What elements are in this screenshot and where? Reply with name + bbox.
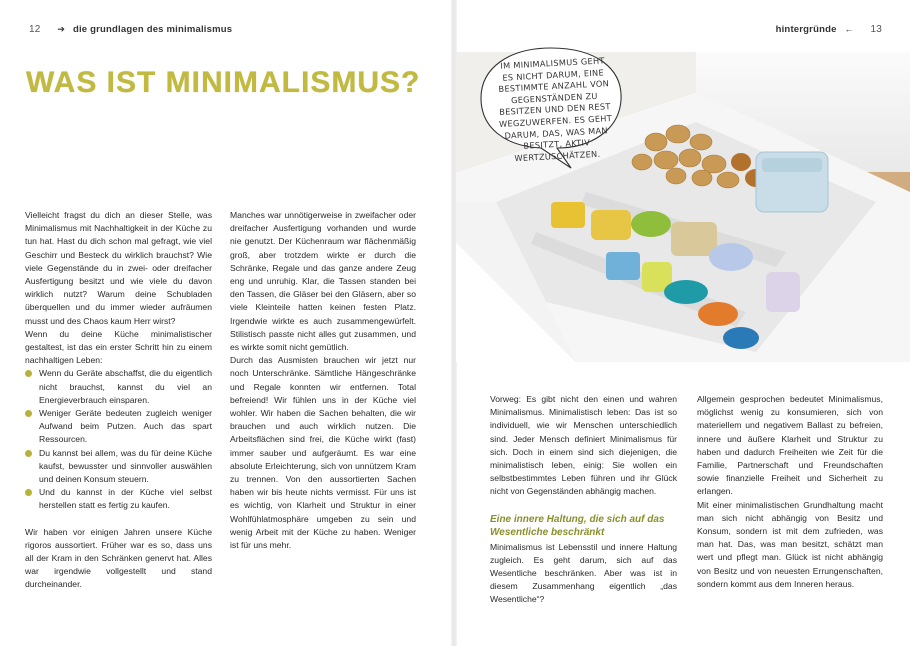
- dot-icon: [25, 410, 32, 417]
- bullet-list: [25, 367, 212, 512]
- text-column-4: [697, 393, 883, 591]
- arrow-left-icon: ←: [844, 24, 854, 34]
- paragraph: Mit einer minimalistischen Grundhaltung macht man sich nicht abhängig von Besitz und Konsum, sondern ist mit dem zufrieden, was man hat. Das, was man besitzt, schätzt man wert und pflegt man. Glück ist nicht abhängig von Besitz und von neuesten Errungenschaften, sondern kommt aus dem Inneren heraus.: [697, 499, 883, 589]
- text-column-3: [490, 393, 677, 607]
- paragraph: Minimalismus ist Lebensstil und innere Haltung zugleich. Es geht darum, sich auf das Wesentliche beschränken. Aber was ist in diesem Zusammenhang eigentlich „das Wesentliche“?: [490, 541, 677, 605]
- paragraph: Vielleicht fragst du dich an dieser Stelle, was Minimalismus mit Nachhaltigkeit in der Küche zu tun hat. Hast du dich schon mal gefragt, wie viel Geschirr und Besteck du wirklich brauchst? Wie viele Gegenstände du in zwei- oder dreifacher Ausfertigung besitzt und wie viele du davon wirklich nutzt? Warum deine Schubladen überquellen und du immer wieder aufräumen musst und des Chaos kaum Herr wirst?: [25, 210, 212, 326]
- dot-icon: [25, 370, 32, 377]
- paragraph: Wir haben vor einigen Jahren unsere Küche rigoros aussortiert. Früher war es so, dass uns all der Kram in den Schränken genervt hat. Alles war irgendwie vollgestellt und stand durcheinander.: [25, 526, 212, 590]
- list-item: Weniger Geräte bedeuten zugleich weniger Aufwand beim Putzen. Auch das spart Ressourcen.: [25, 407, 212, 447]
- header-title-left: die grundlagen des minimalismus: [72, 24, 233, 35]
- speech-bubble-text: IM MINIMALISMUS GEHT ES NICHT DARUM, EINE BESTIMMTE ANZAHL VON GEGENSTÄNDEN ZU BESITZEN UND DEN REST WEGZUWERFEN. ES GEHT DARUM, DAS, WAS MAN BESITZT, AKTIV WERTZUSCHÄTZEN.: [498, 55, 613, 163]
- list-item: Du kannst bei allem, was du für deine Küche kaufst, bewusster und sinnvoller auswählen und deinen Konsum steuern.: [25, 447, 212, 487]
- list-item: Wenn du Geräte abschaffst, die du eigentlich nicht brauchst, kannst du viel an Energieverbrauch einsparen.: [25, 367, 212, 407]
- paragraph: Vorweg: Es gibt nicht den einen und wahren Minimalismus. Minimalistisch leben: Das ist so individuell, wie wir Menschen unterschiedlich sind. Jeder Mensch definiert Minimalismus für sich. Doch in einem sind sich diejenigen, die minimalistisch leben, einig: Sie wollen ein selbstbestimmtes Leben führen und ihr Glück nicht von Gegenständen abhängig machen.: [490, 394, 677, 497]
- left-page-header: [29, 24, 232, 35]
- paragraph: Allgemein gesprochen bedeutet Minimalismus, möglichst wenig zu konsumieren, sich von materiellem und negativem Ballast zu befreien, innere und äußere Klarheit und Struktur zu haben und dadurch Freiheiten wie Zeit für die Familie, Partnerschaft und Freundschaften sowie finanzielle Freiheit und Sicherheit zu erlangen.: [697, 394, 883, 497]
- arrow-right-icon: ➔: [57, 24, 66, 34]
- paragraph: Wenn du deine Küche minimalistischer gestaltest, ist das ein erster Schritt hin zu einem nachhaltigen Leben:: [25, 328, 212, 366]
- dot-icon: [25, 450, 32, 457]
- page-number-left: 12: [29, 24, 41, 35]
- text-column-2: [230, 209, 416, 552]
- list-item: Und du kannst in der Küche viel selbst herstellen statt es fertig zu kaufen.: [25, 486, 212, 512]
- text-column-1: [25, 209, 212, 592]
- header-title-right: hintergründe: [775, 24, 837, 35]
- dot-icon: [25, 489, 32, 496]
- section-subheading: Eine innere Haltung, die sich auf das Wesentliche beschränkt: [490, 513, 665, 538]
- paragraph: Durch das Ausmisten brauchen wir jetzt nur noch Unterschränke. Sämtliche Hängeschränke und Regale konnten wir entfernen. Total befreiend! Wir fühlen uns in der Küche viel wohler. Wir haben die Sachen behalten, die wir brauchen und auch wirklich nutzen. Die Arbeitsflächen sind frei, die Küche wirkt (fast) immer sauber und aufgeräumt. Es war eine absolute Erleichterung, sich von unnützem Kram zu trennen. Von den aussortierten Sachen haben wir bis heute nichts vermisst. Für uns ist es wichtig, von Klarheit und Struktur in einer Wohlfühlatmosphäre umgeben zu sein und wenig Arbeit mit der Küche zu haben. Weniger ist für uns mehr.: [230, 355, 416, 551]
- page-title: WAS IST MINIMALISMUS?: [26, 66, 421, 99]
- right-page-header: [776, 24, 882, 35]
- page-number-right: 13: [870, 24, 882, 35]
- paragraph: Manches war unnötigerweise in zweifacher oder dreifacher Ausfertigung vorhanden und wurde nie genutzt. Der Küchenraum war flächenmäßig groß, aber trotzdem wirkte er durch die Schränke, Regale und das ganze andere Zeug eng und unruhig. Klar, die Tassen standen bei den Tassen, die Gläser bei den Gläsern, aber so viele Kleinteile hatten keinen festen Platz. Irgendwie wirkte es auch zusammengewürfelt. Stilistisch passte nicht alles gut zusammen, und es wirkte somit nicht gemütlich.: [230, 210, 416, 353]
